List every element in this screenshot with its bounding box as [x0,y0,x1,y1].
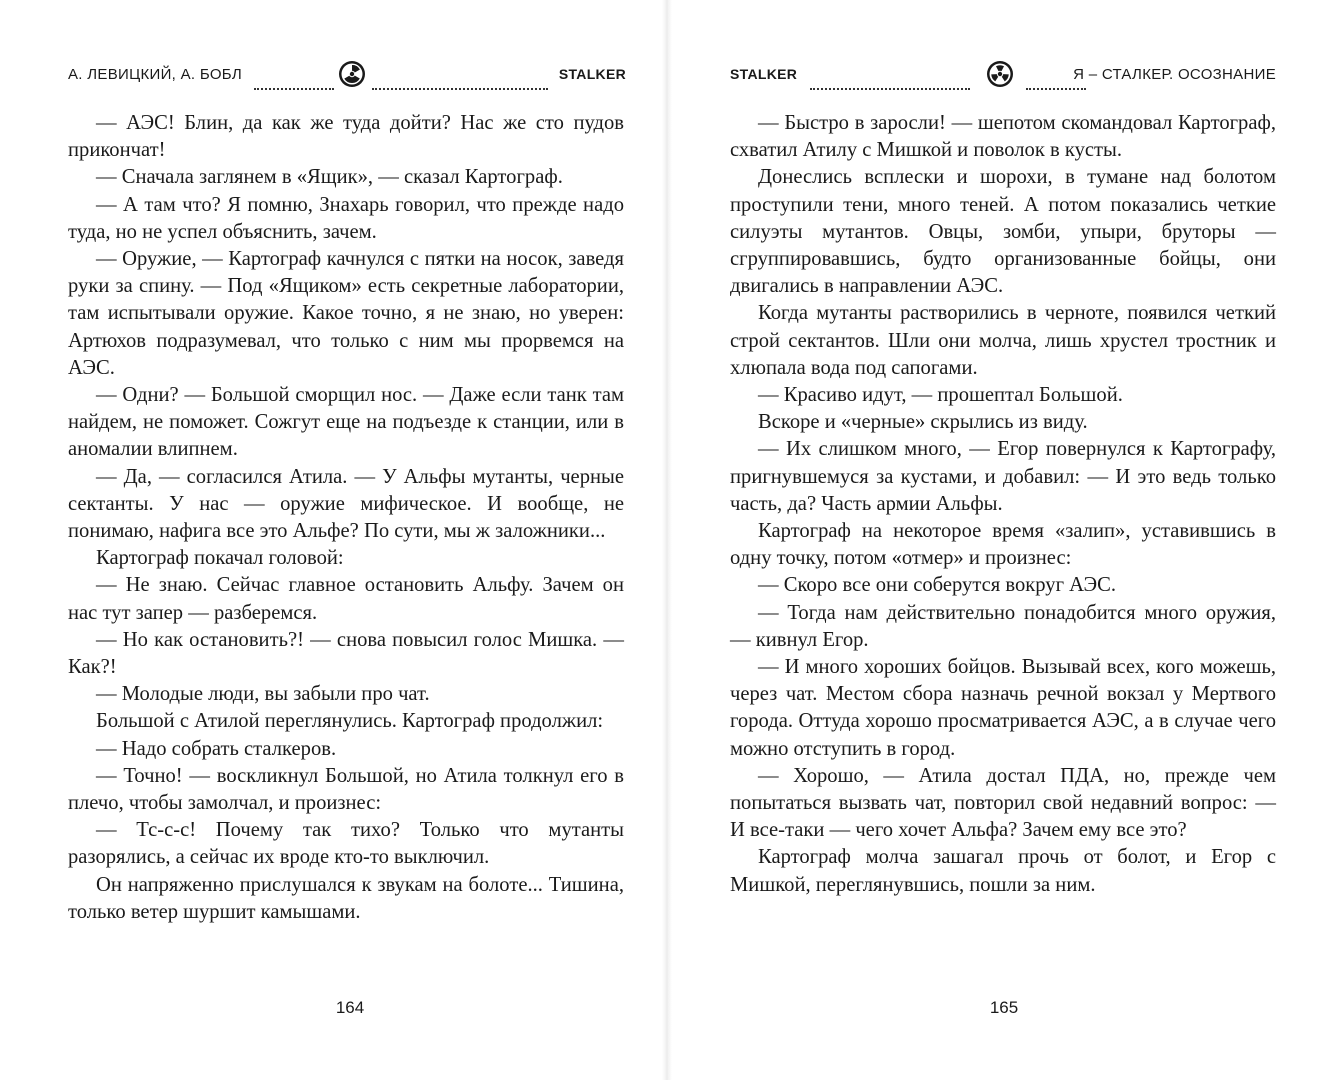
book-title: Я – СТАЛКЕР. ОСОЗНАНИЕ [1073,66,1276,83]
paragraph: — Красиво идут, — прошептал Большой. [758,384,1123,407]
left-body-text [68,110,624,926]
header-dotted-rule [372,88,548,90]
paragraph: — И много хороших бойцов. Вызывай всех, кого можешь, через чат. Местом сбора назначь речной вокзал у Мертвого города. Оттуда хорошо просматривается АЭС, а в случае чего можно отступить в город. [730,656,1276,760]
series-title: STALKER [558,66,626,82]
page-number: 164 [335,998,365,1017]
paragraph: Вскоре и «черные» скрылись из виду. [758,411,1088,434]
right-body-text [730,110,1276,899]
paragraph: — Молодые люди, вы забыли про чат. [96,683,430,706]
series-title: STALKER [730,66,798,82]
paragraph: — Одни? — Большой сморщил нос. — Даже если танк там найдем, не поможет. Сожгут еще на подъезде к станции, или в аномалии влипнем. [68,384,624,461]
right-page [672,0,1334,1080]
left-running-header [68,60,626,94]
paragraph: — Скоро все они соберутся вокруг АЭС. [758,574,1117,597]
paragraph: — Хорошо, — Атила достал ПДА, но, прежде чем попытаться вызвать чат, повторил свой недавний вопрос: — И все-таки — чего хочет Альфа? Зачем ему все это? [730,764,1276,842]
header-dotted-rule [810,88,970,90]
paragraph: Когда мутанты растворились в черноте, появился четкий строй сектантов. Шли они молча, лишь хрустел тростник и хлюпала вода под сапогами. [730,302,1276,379]
paragraph: — Не знаю. Сейчас главное остановить Альфу. Зачем он нас тут запер — разберемся. [68,574,624,624]
paragraph: Картограф молча зашагал прочь от болот, и Егор с Мишкой, переглянувшись, пошли за ним. [730,846,1276,896]
paragraph: Картограф покачал головой: [96,547,344,570]
radiation-hazard-icon [338,60,366,88]
paragraph: — АЭС! Блин, да как же туда дойти? Нас же сто пудов прикончат! [68,112,624,162]
left-page [0,0,662,1080]
page-number: 165 [989,998,1019,1017]
paragraph: Картограф на некоторое время «залип», уставившись в одну точку, потом «отмер» и произнес: [730,520,1276,570]
paragraph: — Надо собрать сталкеров. [96,737,337,760]
paragraph: — Оружие, — Картограф качнулся с пятки на носок, заведя руки за спину. — Под «Ящиком» есть секретные лаборатории, там испытывали оружие. Какое точно, я не знаю, но уверен: Артюхов подразумевал, что только с ним мы прорвемся на АЭС. [68,248,624,379]
paragraph: — Точно! — воскликнул Большой, но Атила толкнул его в плечо, чтобы замолчал, и произнес: [68,764,624,815]
paragraph: Донеслись всплески и шорохи, в тумане над болотом проступили тени, много теней. А потом показались четкие силуэты мутантов. Овцы, зомби, упыри, бруторы — сгруппировавшись, будто организованные бойцы, они двигались в направлении АЭС. [730,166,1276,298]
paragraph: — А там что? Я помню, Знахарь говорил, что прежде надо туда, но не успел объяснить, зачем. [68,193,624,243]
paragraph: — Тс-с-с! Почему так тихо? Только что мутанты разорялись, а сейчас их вроде кто-то выключил. [68,819,624,869]
author-names: А. ЛЕВИЦКИЙ, А. БОБЛ [68,66,243,83]
paragraph: Большой с Атилой переглянулись. Картограф продолжил: [96,710,604,733]
paragraph: — Но как остановить?! — снова повысил голос Мишка. — Как?! [68,628,624,679]
header-dotted-rule [254,88,334,90]
header-dotted-rule [1026,88,1086,90]
book-gutter [662,0,672,1080]
radiation-hazard-icon [986,60,1014,88]
paragraph: Он напряженно прислушался к звукам на болоте... Тишина, только ветер шуршит камышами. [68,873,624,923]
paragraph: — Сначала заглянем в «Ящик», — сказал Картограф. [96,166,563,189]
right-running-header [730,60,1276,94]
paragraph: — Тогда нам действительно понадобится много оружия, — кивнул Егор. [730,601,1276,651]
paragraph: — Да, — согласился Атила. — У Альфы мутанты, черные сектанты. У нас — оружие мифическое. И вообще, не понимаю, нафига все это Альфе? По сути, мы ж заложники... [68,465,624,543]
paragraph: — Их слишком много, — Егор повернулся к Картографу, пригнувшемуся за кустами, и добавил: — И это ведь только часть, да? Часть армии Альфы. [730,438,1276,515]
paragraph: — Быстро в заросли! — шепотом скомандовал Картограф, схватил Атилу с Мишкой и поволок в кусты. [730,112,1276,162]
